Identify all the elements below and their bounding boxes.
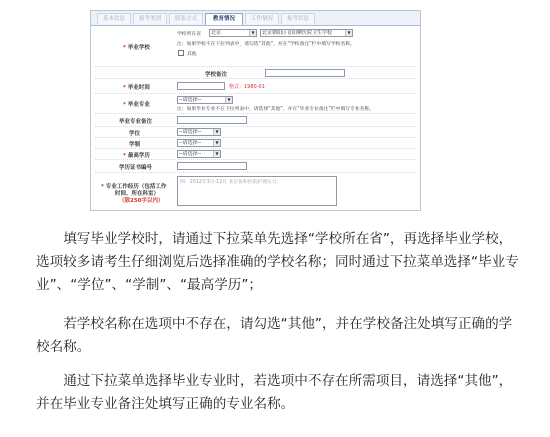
required-mark: * bbox=[123, 85, 126, 91]
tab-contact[interactable]: 联系方式 bbox=[169, 13, 203, 24]
row-major-remark bbox=[95, 114, 416, 127]
grad-time-hint: 格式：1980-01 bbox=[229, 84, 265, 90]
chevron-down-icon: ▼ bbox=[213, 129, 220, 135]
chevron-down-icon: ▼ bbox=[345, 30, 352, 36]
grad-time-input[interactable] bbox=[177, 82, 225, 90]
grad-time-label: * 毕业时间 bbox=[123, 85, 150, 91]
paragraph-1: 填写毕业学校时，请通过下拉菜单先选择“学校所在省”，再选择毕业学校，选项较多请考生仔细浏览后选择准确的学校名称；同时通过下拉菜单选择“毕业专业”、“学位”、“学制”、“最高学历”； bbox=[36, 231, 519, 293]
row-highest-degree bbox=[95, 149, 416, 160]
province-select[interactable]: 北京 ▼ bbox=[209, 29, 257, 37]
work-experience-limit: （限250字以内） bbox=[119, 198, 164, 204]
major-select[interactable]: --请选择-- ▼ bbox=[177, 96, 233, 104]
row-major bbox=[95, 94, 416, 114]
academic-label: 学位 bbox=[129, 131, 141, 137]
tab-work[interactable]: 工作情况 bbox=[245, 13, 279, 24]
tab-exam-category[interactable]: 报考类别 bbox=[133, 13, 167, 24]
other-school-checkbox[interactable] bbox=[178, 50, 184, 56]
tab-education[interactable]: 教育情况 bbox=[205, 13, 243, 25]
required-mark: * bbox=[123, 102, 126, 108]
school-remark-label: 学校备注 bbox=[205, 72, 228, 78]
row-schooling bbox=[95, 138, 416, 149]
school-label: * 毕业学校 bbox=[123, 45, 150, 51]
school-remark-input[interactable] bbox=[265, 69, 345, 77]
paragraph-3: 通过下拉菜单选择毕业专业时，若选项中不存在所需项目，请选择“其他”，并在毕业专业备注处填写正确的专业名称。 bbox=[36, 373, 513, 412]
academic-select[interactable]: --请选择-- ▼ bbox=[177, 128, 221, 136]
row-academic bbox=[95, 127, 416, 138]
chevron-down-icon: ▼ bbox=[213, 151, 220, 157]
tab-bar bbox=[91, 11, 420, 26]
major-note: 注：如果毕业专业不在下拉列表中，请选择“其他”，并在“毕业专业备注”栏中填写专业名称。 bbox=[177, 107, 375, 112]
chevron-down-icon: ▼ bbox=[225, 97, 232, 103]
required-mark: * bbox=[123, 45, 126, 51]
row-certificate bbox=[95, 160, 416, 173]
work-experience-textarea[interactable]: 例：2012年3月-12月 北京协和医院护理实习； bbox=[177, 176, 337, 206]
row-school bbox=[95, 28, 416, 67]
required-mark: * bbox=[101, 184, 104, 190]
tab-basic-info[interactable]: 基本信息 bbox=[97, 13, 131, 24]
province-prefix: 学校所在省 bbox=[177, 32, 201, 37]
work-experience-label-2: 时间、所在科室） bbox=[115, 191, 160, 197]
row-school-remark bbox=[95, 67, 416, 79]
form-screenshot bbox=[90, 10, 421, 211]
school-note: 注：如果学校不在下拉列表中，请勾选“其他”，并在“学校备注”栏中填写学校名称。 bbox=[177, 42, 355, 47]
work-experience-label: * 专业工作经历（包括工作 bbox=[101, 184, 167, 190]
row-grad-time bbox=[95, 79, 416, 94]
chevron-down-icon: ▼ bbox=[249, 30, 256, 36]
major-label: * 毕业专业 bbox=[123, 102, 150, 108]
certificate-input[interactable] bbox=[177, 162, 247, 170]
schooling-select[interactable]: --请选择-- ▼ bbox=[177, 139, 221, 147]
highest-degree-label: * 最高学历 bbox=[123, 153, 150, 159]
highest-degree-select[interactable]: --请选择-- ▼ bbox=[177, 150, 221, 158]
major-remark-label: 毕业专业备注 bbox=[119, 119, 153, 125]
other-school-label: 其他 bbox=[187, 52, 197, 57]
schooling-label: 学制 bbox=[129, 142, 141, 148]
major-remark-input[interactable] bbox=[177, 116, 247, 124]
row-work-experience bbox=[95, 173, 416, 209]
paragraph-2: 若学校名称在选项中不存在，请勾选“其他”，并在学校备注处填写正确的学校名称。 bbox=[36, 316, 513, 355]
certificate-label: 学历证书编号 bbox=[119, 165, 153, 171]
required-mark: * bbox=[123, 153, 126, 159]
chevron-down-icon: ▼ bbox=[213, 140, 220, 146]
tab-exam-info[interactable]: 报考信息 bbox=[281, 13, 315, 24]
school-select[interactable]: 北京朝阳区首阳柳医院卫生学校 ▼ bbox=[260, 29, 353, 37]
